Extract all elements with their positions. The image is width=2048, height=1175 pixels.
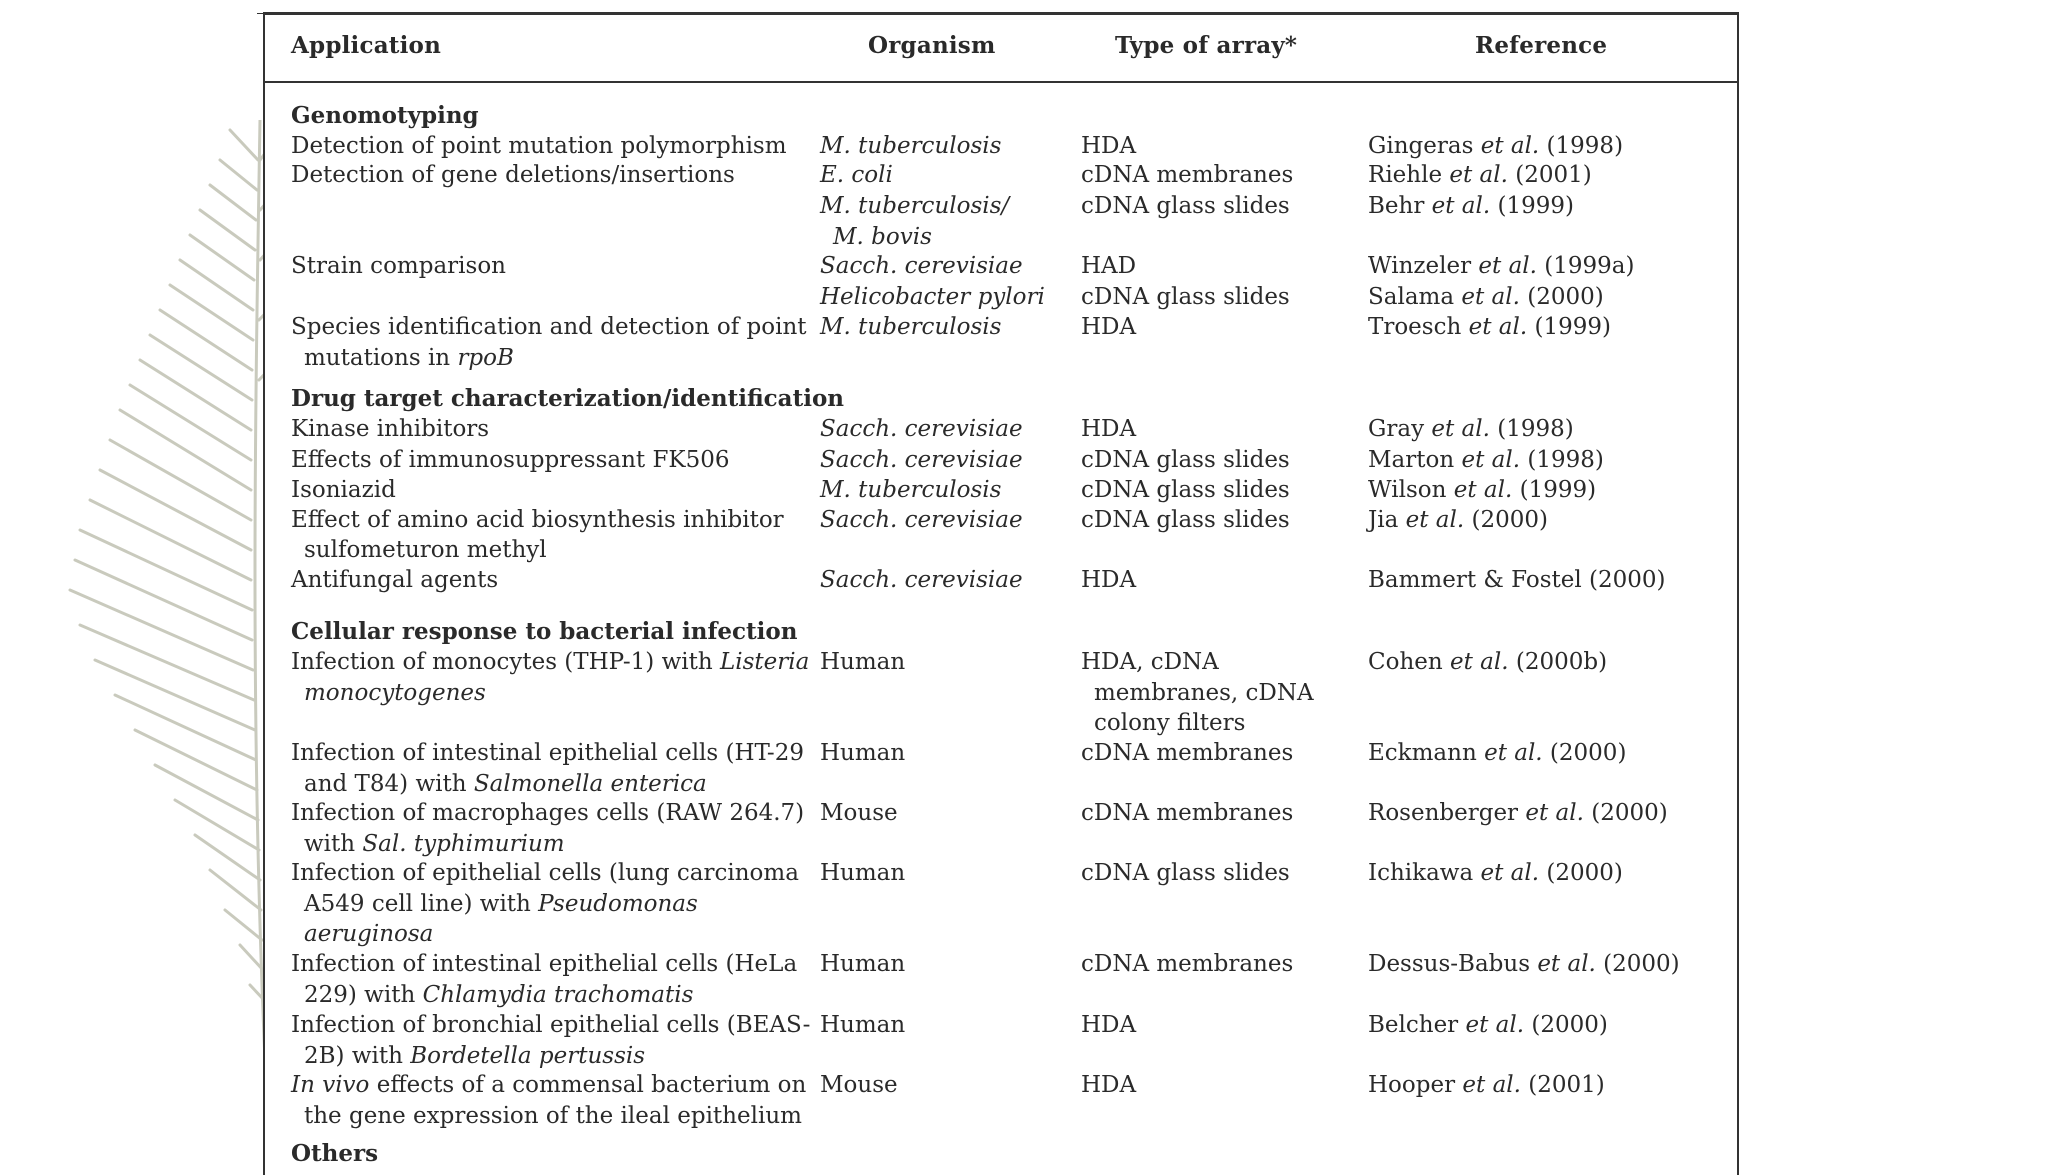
section-others: Others — [291, 1140, 379, 1167]
header-application: Application — [291, 32, 442, 59]
header-organism: Organism — [868, 32, 996, 59]
header-reference: Reference — [1475, 32, 1608, 59]
section-cellular-response: Cellular response to bacterial infection — [291, 618, 798, 645]
palm-leaf-decoration — [60, 120, 280, 1070]
section-drug-target: Drug target characterization/identification — [291, 385, 845, 412]
header-type-of-array: Type of array* — [1115, 32, 1298, 59]
section-genomotyping: Genomotyping — [291, 102, 479, 129]
table-header — [265, 15, 1737, 83]
data-table: Application Organism Type of array* Reference Genomotyping Detection of point mutation polymorphism M. tuberculosis HDA Gingeras et al. (1998) Detection of gene deletions/insertions E. coli cDNA membranes Riehle et al. (2001) M. tuberculosis/ M. bovis cDNA glass slides Behr et al. (1999) Strain comparison Sacch. cerevisiae HAD Winzeler et al. (1999a) Helicobacter pylori cDNA glass slides Salama et al. (2000) Species identification and detection of point mutations in rpoB M. tuberculosis HDA Troesch et al. (1999) Drug target characterization/identification Kinase inhibitors Sacch. cerevisiae HDA Gray et al. (1998) Effects of immunosuppressant FK506 Sacch. cerevisiae cDNA glass slides Marton et al. (1998) Isoniazid M. tuberculosis cDNA glass slides Wilson et al. (1999) Effect of amino acid biosynthesis inhibitor sulfometuron methyl Sacch. cerevisiae cDNA glass slides Jia et al. (2000) Antifungal agents Sacch. cerevisiae HDA Bammert & Fostel (2000) Cellular response to bacterial infection Infection of monocytes (THP-1) with Listeria monocytogenes Human HDA, cDNA membranes, cDNA colony filters Cohen et al. (2000b) Infection of intestinal epithelial cells (HT-29 and T84) with Salmonella enterica Human cDNA membranes Eckmann et al. (2000) Infection of macrophages cells (RAW 264.7) with Sal. typhimurium Mouse cDNA membranes Rosenberger et al. (2000) Infection of epithelial cells (lung carcinoma A549 cell line) with Pseudomonas aeruginosa Human cDNA glass slides Ichikawa et al. (2000) Infection of intestinal epithelial cells (HeLa 229) with Chlamydia trachomatis Human cDNA membranes Dessus-Babus et al. (2000) Infection of bronchial epithelial cells (BEAS- 2B) with Bordetella pertussis Human HDA Belcher et al. (2000) In vivo effects of a commensal bacterium on the gene expression of the ileal epithelium Mouse HDA Hooper et al. (2001) Others — [263, 12, 1739, 1175]
